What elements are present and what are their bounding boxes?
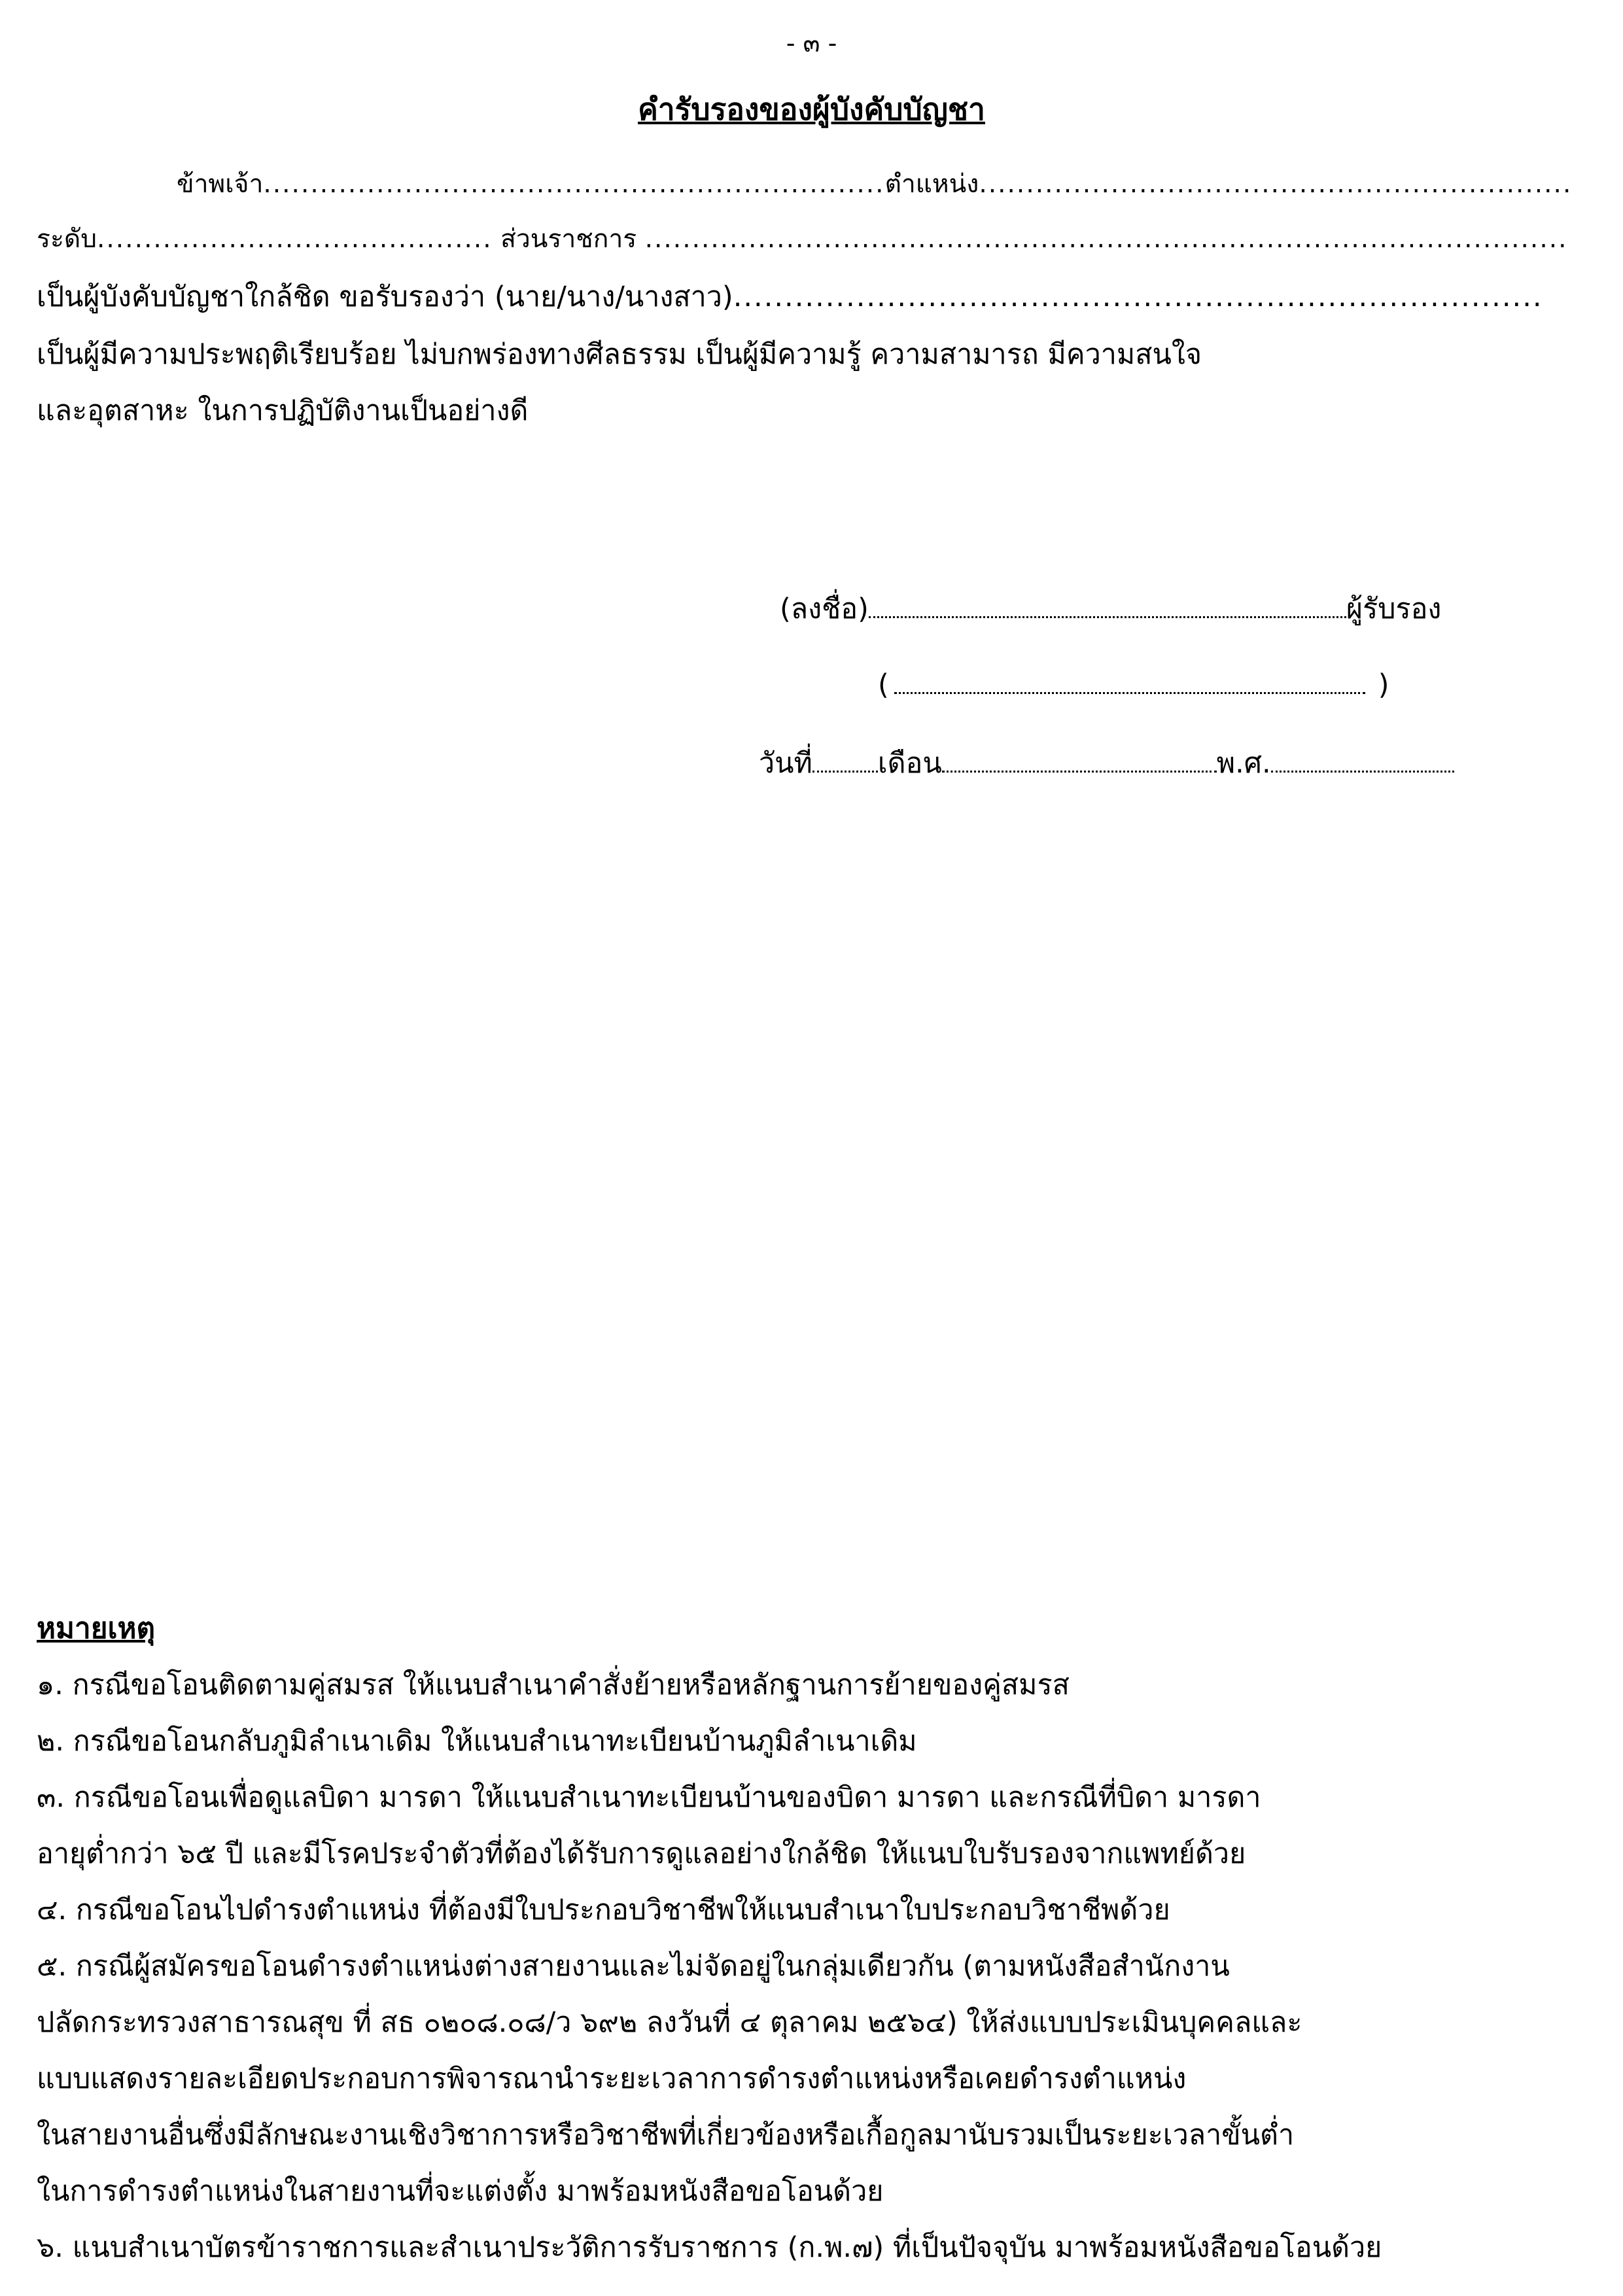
page-title: คำรับรองของผู้บังคับบัญชา: [638, 92, 985, 127]
level-label: ระดับ: [37, 224, 97, 254]
certifier-label: ผู้รับรอง: [1346, 593, 1442, 625]
note-item-cont: ในสายงานอื่นซึ่งมีลักษณะงานเชิงวิชาการหรือวิชาชีพที่เกี่ยวข้องหรือเกื้อกูลมานับรวมเป็นระยะเวลาขั้นต่ำ: [37, 2119, 1295, 2151]
cert-line-statement: เป็นผู้มีความประพฤติเรียบร้อย ไม่บกพร่องทางศีลธรรม เป็นผู้มีความรู้ ความสามารถ มีความสนใจ: [37, 338, 1202, 371]
day-label: วันที่: [759, 747, 812, 780]
paren-open: (: [878, 669, 889, 701]
position-label: ตำแหน่ง: [884, 169, 979, 199]
month-label: เดือน: [877, 747, 942, 780]
paren-close: ): [1378, 669, 1389, 701]
note-item: ๒. กรณีขอโอนกลับภูมิลำเนาเดิม ให้แนบสำเนาทะเบียนบ้านภูมิลำเนาเดิม: [37, 1725, 917, 1758]
name-label: ข้าพเจ้า: [177, 169, 264, 199]
cert-line-subject: [37, 277, 1543, 317]
note-item-cont: ปลัดกระทรวงสาธารณสุข ที่ สธ ๐๒๐๘.๐๘/ว ๖๙๒ ลงวันที่ ๔ ตุลาคม ๒๕๖๔) ให้ส่งแบบประเมินบุคคลและ: [37, 2006, 1302, 2039]
note-item: ๕. กรณีผู้สมัครขอโอนดำรงตำแหน่งต่างสายงานและไม่จัดอยู่ในกลุ่มเดียวกัน (ตามหนังสือสำนักงาน: [37, 1950, 1230, 1983]
cert-line-statement-cont: และอุตสาหะ ในการปฏิบัติงานเป็นอย่างดี: [37, 394, 529, 427]
note-item: ๓. กรณีขอโอนเพื่อดูแลบิดา มารดา ให้แนบสำเนาทะเบียนบ้านของบิดา มารดา และกรณีที่บิดา มารดา: [37, 1781, 1261, 1814]
page-number: - ๓ -: [786, 29, 837, 58]
note-item-cont: อายุต่ำกว่า ๖๕ ปี และมีโรคประจำตัวที่ต้องได้รับการดูแลอย่างใกล้ชิด ให้แนบใบรับรองจากแพทย์ด้วย: [37, 1837, 1246, 1870]
day-field[interactable]: [812, 743, 878, 773]
agency-label: ส่วนราชการ: [492, 224, 645, 254]
agency-field[interactable]: ..................................................................................................: [644, 224, 1568, 254]
subject-label: เป็นผู้บังคับบัญชาใกล้ชิด ขอรับรองว่า (นาย/นาง/นางสาว): [37, 281, 733, 313]
note-item: ๔. กรณีขอโอนไปดำรงตำแหน่ง ที่ต้องมีใบประกอบวิชาชีพให้แนบสำเนาใบประกอบวิชาชีพด้วย: [37, 1894, 1170, 1926]
date-line: [759, 743, 1454, 783]
note-item: ๑. กรณีขอโอนติดตามคู่สมรส ให้แนบสำเนาคำสั่งย้ายหรือหลักฐานการย้ายของคู่สมรส: [37, 1669, 1070, 1701]
notes-heading: หมายเหตุ: [37, 1612, 156, 1645]
signature-line: [780, 589, 1441, 629]
note-item: ๖. แนบสำเนาบัตรข้าราชการและสำเนาประวัติการรับราชการ (ก.พ.๗) ที่เป็นปัจจุบัน มาพร้อมหนังสือขอโอนด้วย: [37, 2231, 1382, 2264]
note-item-cont: แบบแสดงรายละเอียดประกอบการพิจารณานำระยะเวลาการดำรงตำแหน่งหรือเคยดำรงตำแหน่ง: [37, 2062, 1187, 2095]
subject-name-field[interactable]: ...............................................................................: [733, 281, 1543, 313]
year-label: พ.ศ.: [1216, 747, 1271, 780]
signature-field[interactable]: [869, 589, 1346, 618]
printed-name-line: [878, 665, 1389, 704]
sign-label: (ลงชื่อ): [780, 593, 869, 625]
name-field[interactable]: ..................................................................: [263, 169, 885, 199]
cert-line-level-agency: [37, 220, 1568, 259]
note-item-cont: ในการดำรงตำแหน่งในสายงานที่จะแต่งตั้ง มาพร้อมหนังสือขอโอนด้วย: [37, 2175, 884, 2208]
year-field[interactable]: [1271, 743, 1454, 773]
cert-line-name-position: [177, 165, 1572, 204]
printed-name-field[interactable]: [894, 665, 1365, 694]
level-field[interactable]: ..........................................: [96, 224, 493, 254]
month-field[interactable]: [942, 743, 1217, 773]
position-field[interactable]: ...............................................................: [979, 169, 1573, 199]
